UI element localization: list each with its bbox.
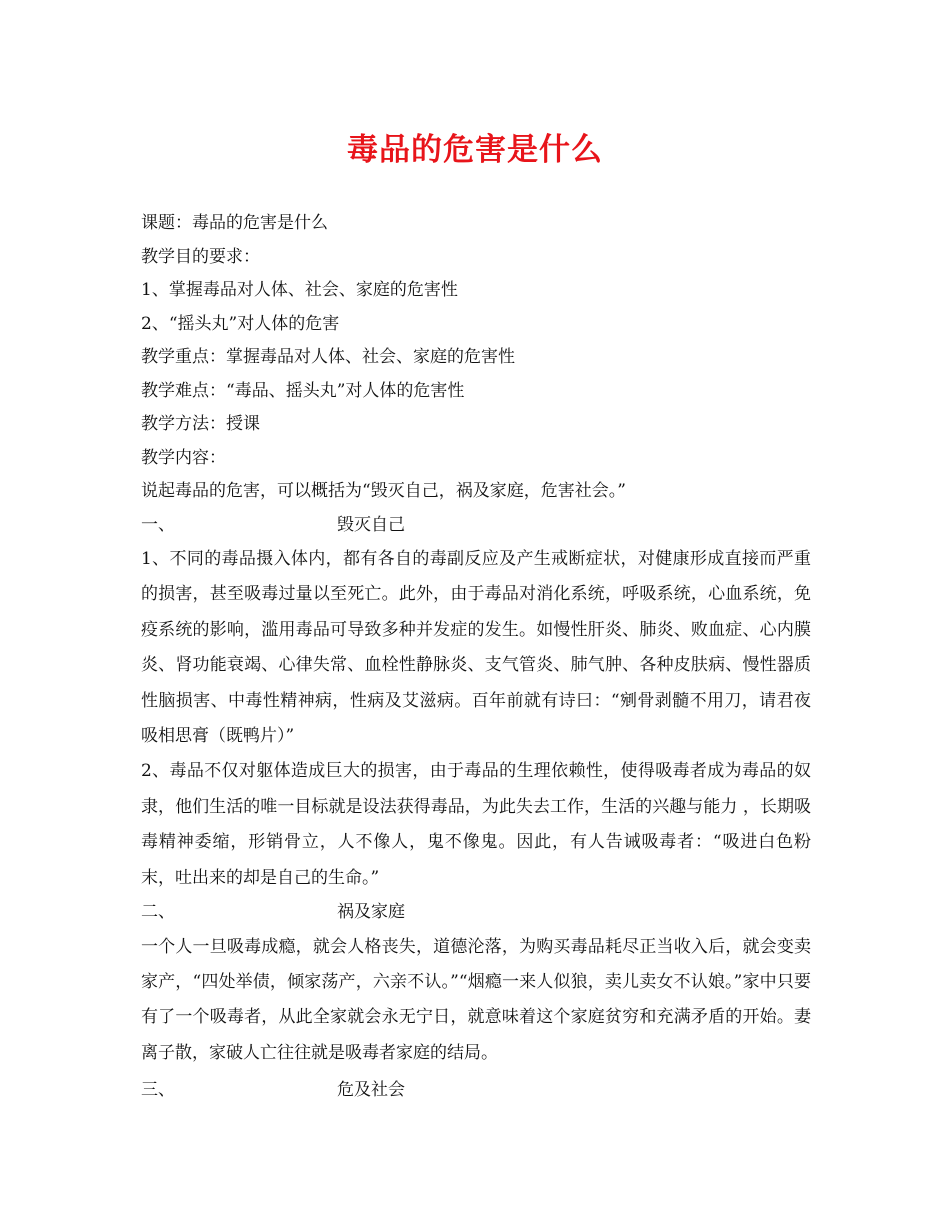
key-point-line: 教学重点：掌握毒品对人体、社会、家庭的危害性 <box>141 347 515 367</box>
section-heading-1 <box>141 509 811 543</box>
paragraph-3: 一个人一旦吸毒成瘾，就会人格丧失，道德沦落，为购买毒品耗尽正当收入后，就会变卖家产，“四处举债，倾家荡产，六亲不认。”“烟瘾一来人似狼，卖儿卖女不认娘。”家中只要有了一个吸毒者，从此全家就会永无宁日，就意味着这个家庭贫穷和充满矛盾的开始。妻离子散，家破人亡往往就是吸毒者家庭的结局。 <box>141 936 811 1063</box>
paragraph-1: 1、不同的毒品摄入体内，都有各自的毒副反应及产生戒断症状，对健康形成直接而严重的损害，甚至吸毒过量以至死亡。此外，由于毒品对消化系统，呼吸系统，心血系统，免疫系统的影响，滥用毒品可导致多种并发症的发生。如慢性肝炎、肺炎、败血症、心内膜炎、肾功能衰竭、心律失常、血栓性静脉炎、支气管炎、肺气肿、各种皮肤病、慢性器质性脑损害、中毒性精神病，性病及艾滋病。百年前就有诗曰：“剜骨剥髓不用刀，请君夜吸相思膏（既鸭片）” <box>141 549 811 747</box>
section-heading-3 <box>141 1074 811 1108</box>
section-title: 毁灭自己 <box>337 514 405 535</box>
section-heading-2 <box>141 896 811 930</box>
objectives-heading: 教学目的要求： <box>141 246 260 267</box>
section-number: 三、 <box>141 1080 175 1101</box>
section-title: 危及社会 <box>337 1080 405 1101</box>
difficulty-line: 教学难点：“毒品、摇头丸”对人体的危害性 <box>141 380 465 401</box>
document-title: 毒品的危害是什么 <box>347 132 603 168</box>
section-number: 二、 <box>141 902 175 923</box>
intro-line: 说起毒品的危害，可以概括为“毁灭自己，祸及家庭，危害社会。” <box>141 481 626 501</box>
objective-item-2: 2、“摇头丸”对人体的危害 <box>141 313 340 334</box>
content-heading: 教学内容： <box>141 447 226 468</box>
document-body <box>141 207 811 1108</box>
section-number: 一、 <box>141 514 175 535</box>
section-title: 祸及家庭 <box>337 902 405 923</box>
objective-item-1: 1、掌握毒品对人体、社会、家庭的危害性 <box>141 280 458 300</box>
method-line: 教学方法：授课 <box>141 414 260 434</box>
lesson-topic-line: 课题：毒品的危害是什么 <box>141 213 328 233</box>
paragraph-2: 2、毒品不仅对躯体造成巨大的损害，由于毒品的生理依赖性，使得吸毒者成为毒品的奴隶，他们生活的唯一目标就是设法获得毒品，为此失去工作，生活的兴趣与能力 ，长期吸毒精神委缩，形销骨立，人不像人，鬼不像鬼。因此，有人告诫吸毒者：“吸进白色粉末，吐出来的却是自己的生命。” <box>141 761 811 888</box>
